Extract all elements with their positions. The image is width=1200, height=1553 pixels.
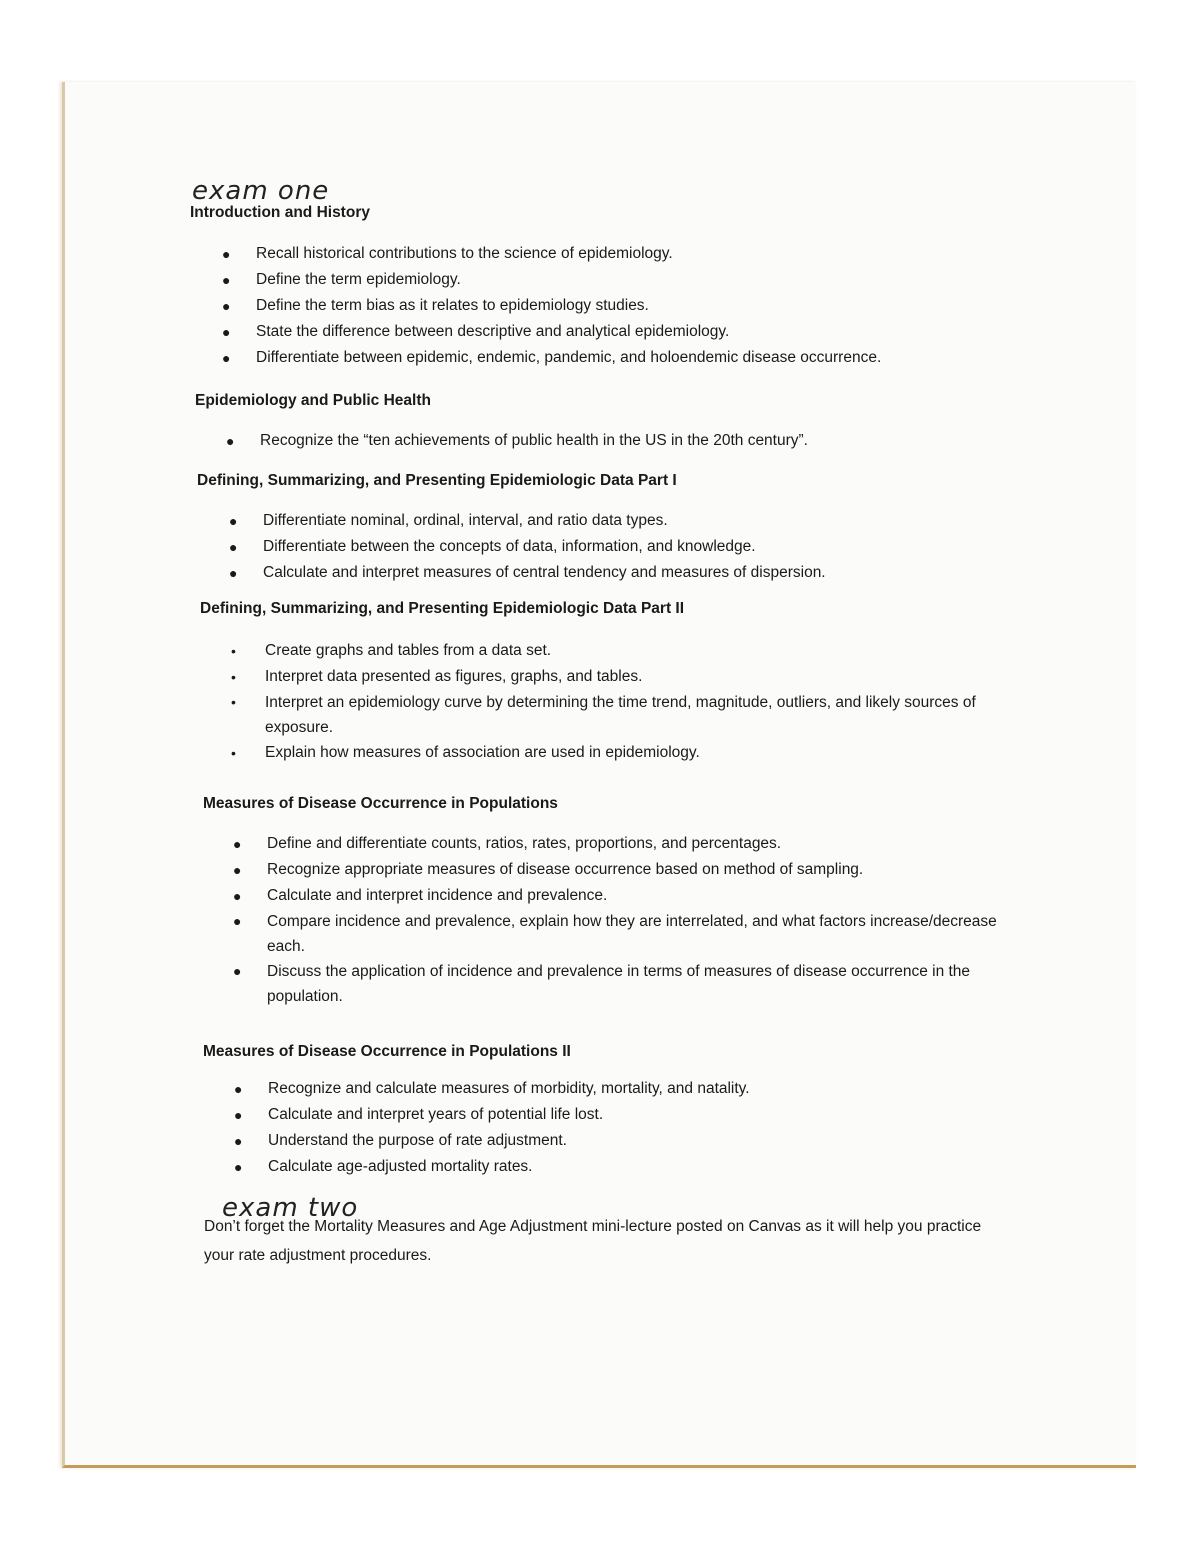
list-item: ● Discuss the application of incidence and prevalence in terms of measures of disease occurrence in the population. [233, 963, 971, 1005]
list-item: ● Recognize and calculate measures of morbidity, mortality, and natality. [234, 1080, 750, 1097]
list-item: ● Calculate and interpret incidence and prevalence. [233, 887, 608, 904]
section-heading-data-part-2: Defining, Summarizing, and Presenting Epidemiologic Data Part II [200, 600, 685, 617]
list-item: ● Compare incidence and prevalence, explain how they are interrelated, and what factors increase/decrease each. [233, 913, 997, 955]
list-item: ● Understand the purpose of rate adjustment. [234, 1132, 567, 1149]
list-item: ● Recognize appropriate measures of disease occurrence based on method of sampling. [233, 861, 864, 878]
section-list-introduction-history [222, 241, 881, 371]
list-item: ● Calculate and interpret years of potential life lost. [234, 1106, 604, 1123]
list-item: • Create graphs and tables from a data set. [231, 642, 552, 659]
section-list-data-part-1 [229, 508, 826, 586]
section-heading-epidemiology-public-health: Epidemiology and Public Health [195, 392, 431, 409]
list-item: ● Differentiate between the concepts of data, information, and knowledge. [229, 538, 756, 555]
section-list-disease-occurrence [233, 831, 1018, 1009]
list-item: ● Recognize the “ten achievements of public health in the US in the 20th century”. [226, 432, 808, 449]
handwritten-annotation-exam-one: exam one [192, 176, 330, 206]
list-item: • Interpret an epidemiology curve by determining the time trend, magnitude, outliers, and likely sources of exposure. [231, 694, 976, 736]
list-item: • Explain how measures of association are used in epidemiology. [231, 744, 700, 761]
section-heading-disease-occurrence: Measures of Disease Occurrence in Populations [203, 795, 558, 812]
section-list-disease-occurrence-2 [234, 1076, 750, 1180]
closing-note: Don’t forget the Mortality Measures and Age Adjustment mini-lecture posted on Canvas as it will help you practice your rate adjustment procedures. [204, 1218, 982, 1264]
handwritten-annotation-exam-two: exam two [222, 1193, 359, 1223]
list-item: ● Define and differentiate counts, ratios, rates, proportions, and percentages. [233, 835, 782, 852]
list-item: ● Define the term epidemiology. [222, 271, 461, 288]
section-list-data-part-2 [231, 638, 1011, 766]
section-heading-disease-occurrence-2: Measures of Disease Occurrence in Populations II [203, 1043, 571, 1060]
list-item: ● State the difference between descriptive and analytical epidemiology. [222, 323, 730, 340]
list-item: ● Define the term bias as it relates to epidemiology studies. [222, 297, 649, 314]
list-item: ● Calculate and interpret measures of central tendency and measures of dispersion. [229, 564, 826, 581]
list-item: ● Calculate age-adjusted mortality rates. [234, 1158, 533, 1175]
list-item: ● Differentiate between epidemic, endemic, pandemic, and holoendemic disease occurrence. [222, 349, 882, 366]
list-item: • Interpret data presented as figures, graphs, and tables. [231, 668, 643, 685]
section-list-epidemiology-public-health [226, 428, 808, 454]
list-item: ● Recall historical contributions to the science of epidemiology. [222, 245, 673, 262]
section-heading-introduction-history: Introduction and History [190, 204, 370, 221]
section-heading-data-part-1: Defining, Summarizing, and Presenting Epidemiologic Data Part I [197, 472, 677, 489]
list-item: ● Differentiate nominal, ordinal, interval, and ratio data types. [229, 512, 668, 529]
